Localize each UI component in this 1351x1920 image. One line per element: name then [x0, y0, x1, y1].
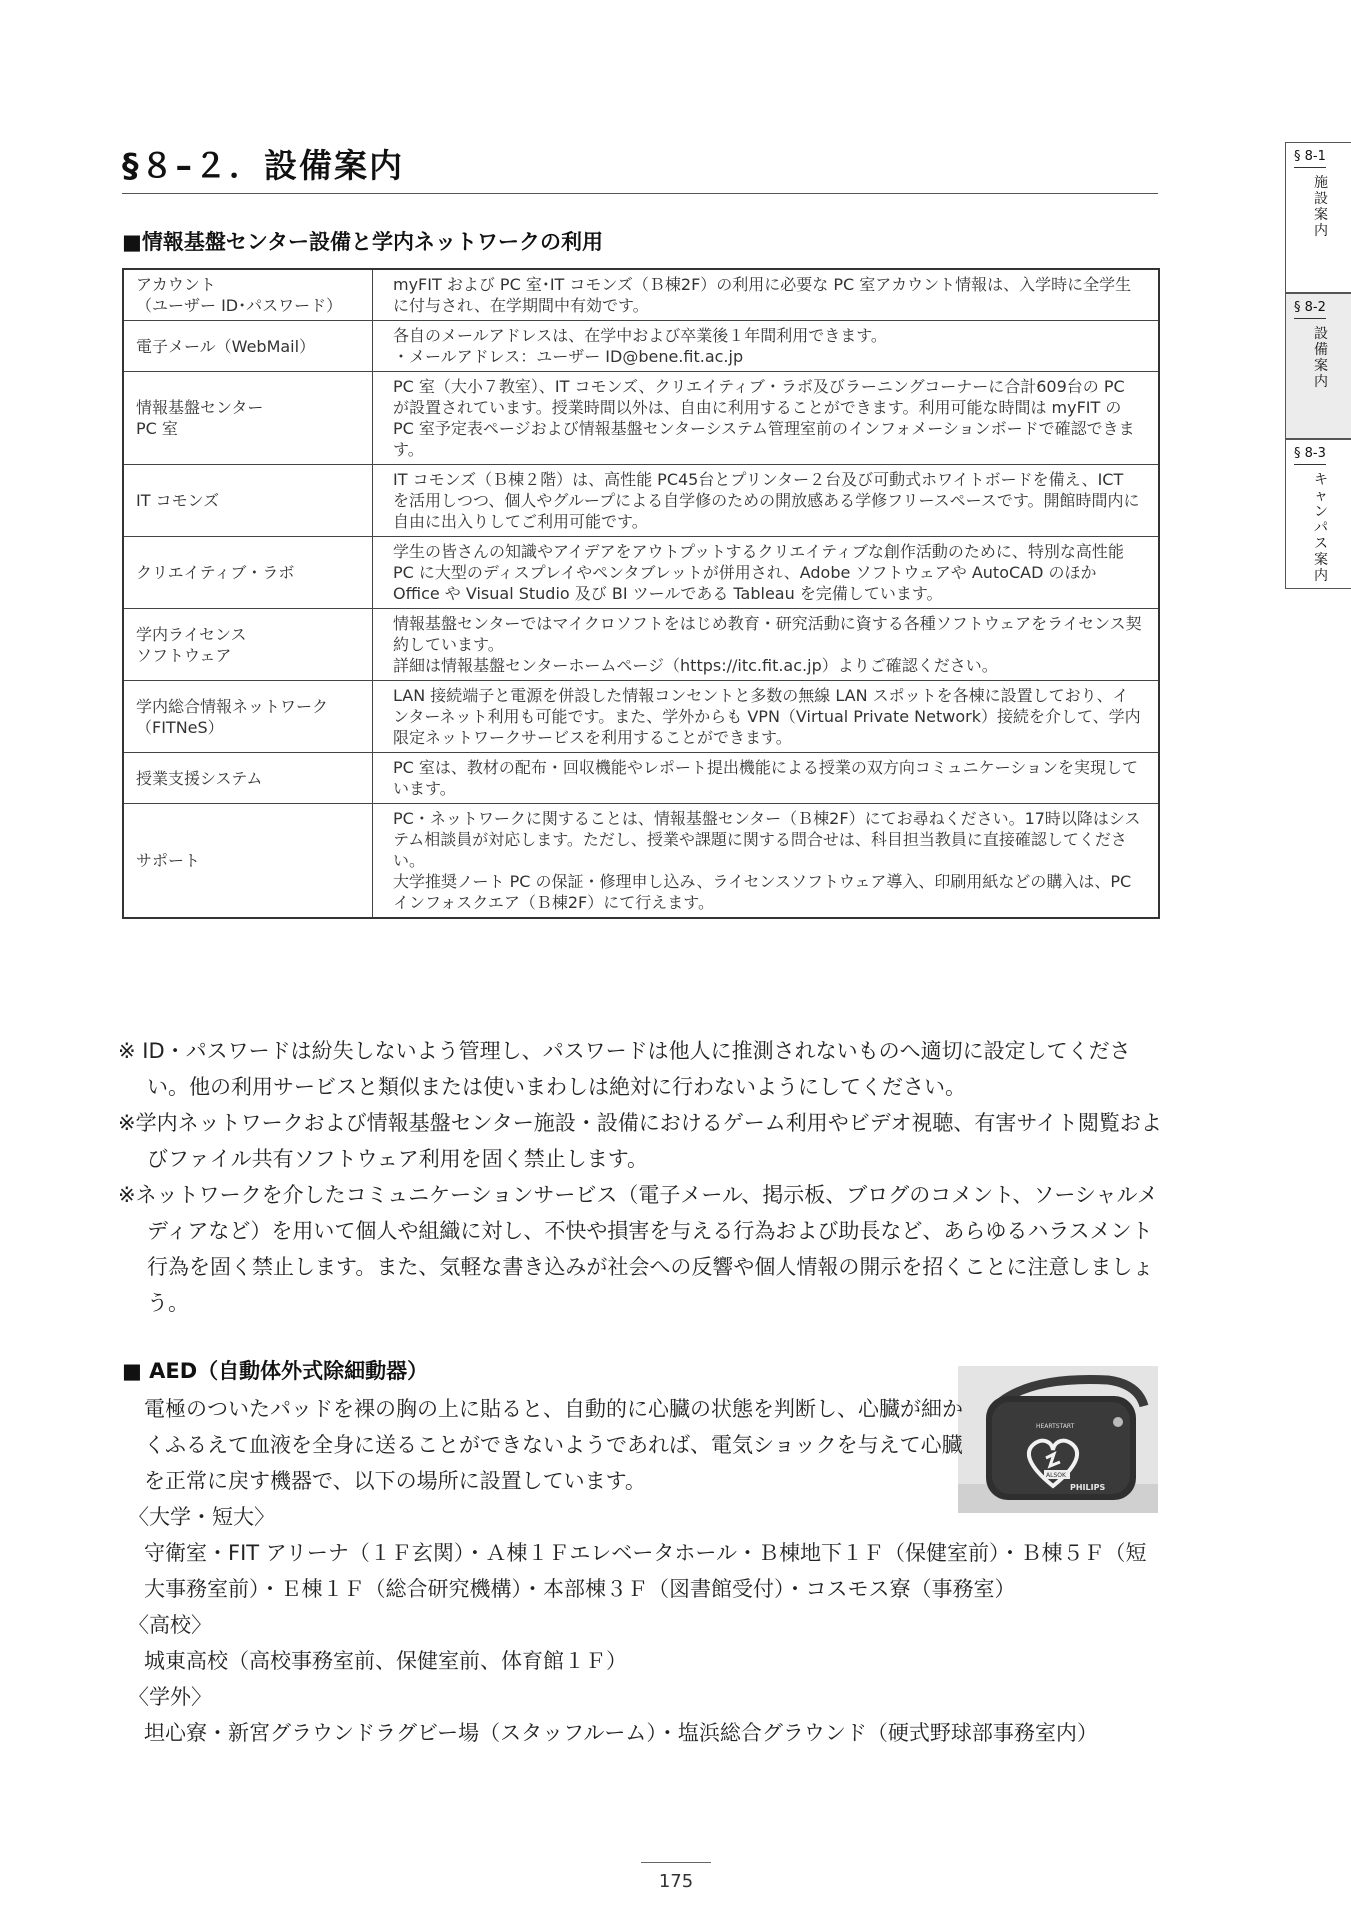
- row-label-line: 電子メール（WebMail）: [136, 336, 316, 356]
- row-description-line: 学生の皆さんの知識やアイデアをアウトプットするクリエイティブな創作活動のために、特別な高性能 PC に大型のディスプレイやペンタブレットが併用され、Adobe ソフトウェアや AutoCAD のほか Office や Visual Studio 及び BI ツールである Tableau を完備しています。: [393, 542, 1124, 603]
- row-label-line: 学内ライセンス: [136, 624, 247, 644]
- note-item: ※ネットワークを介したコミュニケーションサービス（電子メール、掲示板、ブログのコメント、ソーシャルメディアなど）を用いて個人や組織に対し、不快や損害を与える行為および助長など、あらゆるハラスメント行為を固く禁止します。また、気軽な書き込みが社会への反響や個人情報の開示を招くことに注意しましょう。: [118, 1183, 1158, 1315]
- svg-text:PHILIPS: PHILIPS: [1070, 1483, 1106, 1492]
- section-heading-network: ■情報基盤センター設備と学内ネットワークの利用: [122, 230, 603, 254]
- row-label: [123, 465, 373, 537]
- table-row: [123, 537, 1159, 609]
- svg-text:HEARTSTART: HEARTSTART: [1036, 1423, 1075, 1430]
- row-description-line: 各自のメールアドレスは、在学中および卒業後１年間利用できます。: [393, 326, 887, 345]
- row-label-line: クリエイティブ・ラボ: [136, 563, 295, 582]
- row-description-line: 大学推奨ノート PC の保証・修理申し込み、ライセンスソフトウェア導入、印刷用紙などの購入は、PC インフォスクエア（Ｂ棟2F）にて行えます。: [393, 872, 1132, 912]
- table-row: [123, 321, 1159, 372]
- table-row: [123, 804, 1159, 919]
- notes: [118, 1033, 1163, 1321]
- row-description-line: PC 室（大小７教室）、IT コモンズ、クリエイティブ・ラボ及びラーニングコーナーに合計609台の PC が設置されています。授業時間以外は、自由に利用することができます。利用可能な時間は myFIT の PC 室予定表ページおよび情報基盤センターシステム管理室前のインフォメーションボードで確認できます。: [393, 377, 1135, 459]
- row-description-line: myFIT および PC 室･IT コモンズ（Ｂ棟2F）の利用に必要な PC 室アカウント情報は、入学時に全学生に付与され、在学期間中有効です。: [393, 275, 1132, 315]
- row-description: [373, 537, 1160, 609]
- svg-text:ALSOK: ALSOK: [1046, 1472, 1066, 1479]
- table-row: [123, 609, 1159, 681]
- aed-section: [122, 1391, 1162, 1751]
- row-label-line: （ユーザー ID･パスワード）: [136, 296, 343, 315]
- row-label: [123, 753, 373, 804]
- table-row: [123, 753, 1159, 804]
- side-tab-8-3[interactable]: [1285, 439, 1351, 589]
- location-group-label: 〈高校〉: [128, 1613, 212, 1637]
- row-label-line: サポート: [136, 851, 201, 870]
- aed-description: 電極のついたパッドを裸の胸の上に貼ると、自動的に心臓の状態を判断し、心臓が細かくふるえて血液を全身に送ることができないようであれば、電気ショックを与えて心臓を正常に戻す機器で、以下の場所に設置しています。: [144, 1397, 963, 1493]
- row-description: [373, 753, 1160, 804]
- row-description: [373, 609, 1160, 681]
- row-label: [123, 321, 373, 372]
- table-row: [123, 465, 1159, 537]
- side-tab-8-2[interactable]: [1285, 293, 1351, 439]
- side-tab-label: 設備案内: [1314, 326, 1328, 390]
- location-list: 守衛室・FIT アリーナ（１Ｆ玄関）・Ａ棟１Ｆエレベータホール・Ｂ棟地下１Ｆ（保健室前）・Ｂ棟５Ｆ（短大事務室前）・Ｅ棟１Ｆ（総合研究機構）・本部棟３Ｆ（図書館受付）・コスモス寮（事務室）: [144, 1541, 1147, 1601]
- row-label-line: 情報基盤センター: [136, 398, 264, 417]
- row-description-line: PC 室は、教材の配布・回収機能やレポート提出機能による授業の双方向コミュニケーションを実現しています。: [393, 758, 1138, 798]
- row-label: [123, 269, 373, 321]
- location-group-label: 〈大学・短大〉: [128, 1505, 275, 1529]
- row-label-line: ソフトウェア: [136, 645, 232, 665]
- row-label: [123, 537, 373, 609]
- row-label-line: アカウント: [136, 275, 216, 294]
- row-description-line: ・メールアドレス：ユーザー ID@bene.fit.ac.jp: [393, 347, 744, 366]
- side-tab-number: § 8-1: [1294, 149, 1326, 168]
- row-label-line: （FITNeS）: [136, 717, 224, 737]
- row-label-line: 授業支援システム: [136, 768, 263, 788]
- row-description: [373, 681, 1160, 753]
- row-label: [123, 681, 373, 753]
- row-description: [373, 321, 1160, 372]
- row-label-line: IT コモンズ: [136, 491, 220, 510]
- row-label: [123, 804, 373, 919]
- row-label-line: PC 室: [136, 419, 178, 438]
- row-description: [373, 269, 1160, 321]
- side-tab-label: キャンパス案内: [1314, 472, 1328, 584]
- row-description: [373, 465, 1160, 537]
- table-row: [123, 681, 1159, 753]
- location-list: 坦心寮・新宮グラウンドラグビー場（スタッフルーム）・塩浜総合グラウンド（硬式野球部事務室内）: [144, 1721, 1098, 1745]
- facility-table: [122, 268, 1160, 919]
- row-label: [123, 609, 373, 681]
- row-description-line: LAN 接続端子と電源を併設した情報コンセントと多数の無線 LAN スポットを各棟に設置しており、インターネット利用も可能です。また、学外からも VPN（Virtual Private Network）接続を介して、学内限定ネットワークサービスを利用することができます。: [393, 686, 1141, 747]
- row-description: [373, 804, 1160, 919]
- side-tab-label: 施設案内: [1314, 175, 1328, 239]
- note-item: ※学内ネットワークおよび情報基盤センター施設・設備におけるゲーム利用やビデオ視聴、有害サイト閲覧およびファイル共有ソフトウェア利用を固く禁止します。: [118, 1111, 1162, 1171]
- location-group-label: 〈学外〉: [128, 1685, 212, 1709]
- side-tab-8-1[interactable]: [1285, 142, 1351, 293]
- row-label: [123, 372, 373, 465]
- row-description-line: 詳細は情報基盤センターホームページ（https://itc.fit.ac.jp）よりご確認ください。: [393, 656, 998, 675]
- row-description-line: PC・ネットワークに関することは、情報基盤センター（Ｂ棟2F）にてお尋ねください。17時以降はシステム相談員が対応します。ただし、授業や課題に関する問合せは、科目担当教員に直接確認してください。: [393, 809, 1141, 870]
- row-description: [373, 372, 1160, 465]
- side-tab-number: § 8-3: [1294, 446, 1326, 465]
- note-item: ※ ID・パスワードは紛失しないよう管理し、パスワードは他人に推測されないものへ適切に設定してください。他の利用サービスと類似または使いまわしは絶対に行わないようにしてください。: [118, 1039, 1131, 1099]
- row-description-line: IT コモンズ（Ｂ棟２階）は、高性能 PC45台とプリンター２台及び可動式ホワイトボードを備え、ICT を活用しつつ、個人やグループによる自学修のための開放感ある学修フリースペースです。開館時間内に自由に出入りしてご利用可能です。: [393, 470, 1140, 531]
- table-row: [123, 269, 1159, 321]
- location-list: 城東高校（高校事務室前、保健室前、体育館１Ｆ）: [144, 1649, 627, 1673]
- row-label-line: 学内総合情報ネットワーク: [136, 696, 329, 716]
- page-title: §８–２．設備案内: [122, 140, 1158, 194]
- section-heading-aed: ■ AED（自動体外式除細動器）: [122, 1359, 429, 1383]
- page-number: 175: [641, 1862, 711, 1892]
- table-row: [123, 372, 1159, 465]
- row-description-line: 情報基盤センターではマイクロソフトをはじめ教育・研究活動に資する各種ソフトウェアをライセンス契約しています。: [393, 614, 1142, 654]
- side-tab-number: § 8-2: [1294, 300, 1326, 319]
